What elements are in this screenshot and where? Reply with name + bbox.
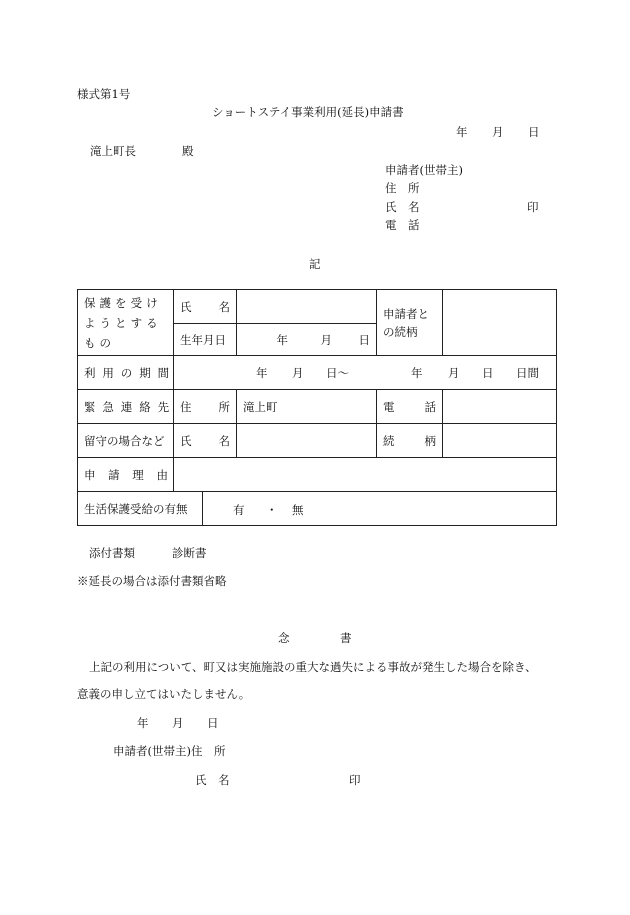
welfare-option-no[interactable]: 無 xyxy=(292,503,304,517)
pledge-applicant-address: 申請者(世帯主)住 所 xyxy=(113,744,226,758)
reason-value-cell[interactable] xyxy=(174,458,557,492)
applicant-seal: 印 xyxy=(527,200,539,214)
addressee: 滝上町長 xyxy=(90,144,136,158)
date-month: 月 xyxy=(492,125,504,139)
kinship-label-cell: 続 柄 xyxy=(377,424,443,458)
protected-person-label: 保護を受けようとするもの xyxy=(78,290,174,356)
welfare-separator: ・ xyxy=(266,503,278,517)
welfare-row xyxy=(78,492,557,526)
attachments-value: 診断書 xyxy=(172,546,207,560)
relation-label: 申請者との続柄 xyxy=(377,290,443,356)
applicant-name-label: 氏 名 xyxy=(385,200,420,214)
honorific: 殿 xyxy=(182,144,194,158)
welfare-options[interactable] xyxy=(203,492,556,525)
welfare-option-yes[interactable]: 有 xyxy=(233,503,245,517)
period-label: 利用の期間 xyxy=(78,356,174,390)
attachments-note: ※延長の場合は添付書類省略 xyxy=(77,574,227,588)
birth-value-cell[interactable]: 年 月 日 xyxy=(237,324,377,356)
pledge-title-char-1: 念 xyxy=(278,631,290,645)
phone-label-cell: 電 話 xyxy=(377,390,443,424)
date-year: 年 xyxy=(456,125,468,139)
phone-value-cell[interactable] xyxy=(443,390,557,424)
address-value-cell[interactable]: 滝上町 xyxy=(237,390,377,424)
document-title: ショートステイ事業利用(延長)申請書 xyxy=(212,105,404,119)
name-label-cell: 氏 名 xyxy=(174,290,237,324)
absence-name-label-cell: 氏 名 xyxy=(174,424,237,458)
pledge-date-year: 年 xyxy=(137,716,149,730)
applicant-phone-label: 電 話 xyxy=(385,218,420,232)
pledge-date-month: 月 xyxy=(172,716,184,730)
reason-label: 申請理由 xyxy=(78,458,174,492)
absence-name-value-cell[interactable] xyxy=(237,424,377,458)
address-label-cell: 住 所 xyxy=(174,390,237,424)
date-day: 日 xyxy=(528,125,540,139)
application-table xyxy=(77,289,557,526)
form-number: 様式第1号 xyxy=(77,87,131,101)
applicant-label: 申請者(世帯主) xyxy=(385,163,463,177)
pledge-seal: 印 xyxy=(349,773,361,787)
kinship-value-cell[interactable] xyxy=(443,424,557,458)
name-value-cell[interactable] xyxy=(237,290,377,324)
relation-value-cell[interactable] xyxy=(443,290,557,356)
applicant-address-label: 住 所 xyxy=(385,181,420,195)
pledge-text-line2: 意義の申し立てはいたしません。 xyxy=(77,687,251,701)
birth-label: 生年月日 xyxy=(174,324,237,356)
period-value-cell[interactable]: 年 月 日〜 年 月 日 日間 xyxy=(174,356,557,390)
pledge-name-label: 氏 名 xyxy=(195,773,230,787)
pledge-date-day: 日 xyxy=(207,716,219,730)
pledge-title-char-2: 書 xyxy=(340,631,352,645)
welfare-label: 生活保護受給の有無 xyxy=(78,492,203,525)
emergency-label: 緊急連絡先 xyxy=(78,390,174,424)
ki-heading: 記 xyxy=(309,257,321,271)
absence-label: 留守の場合など xyxy=(78,424,174,458)
pledge-text-line1: 上記の利用について、町又は実施施設の重大な過失による事故が発生した場合を除き、 xyxy=(89,660,537,674)
attachments-label: 添付書類 xyxy=(89,546,135,560)
